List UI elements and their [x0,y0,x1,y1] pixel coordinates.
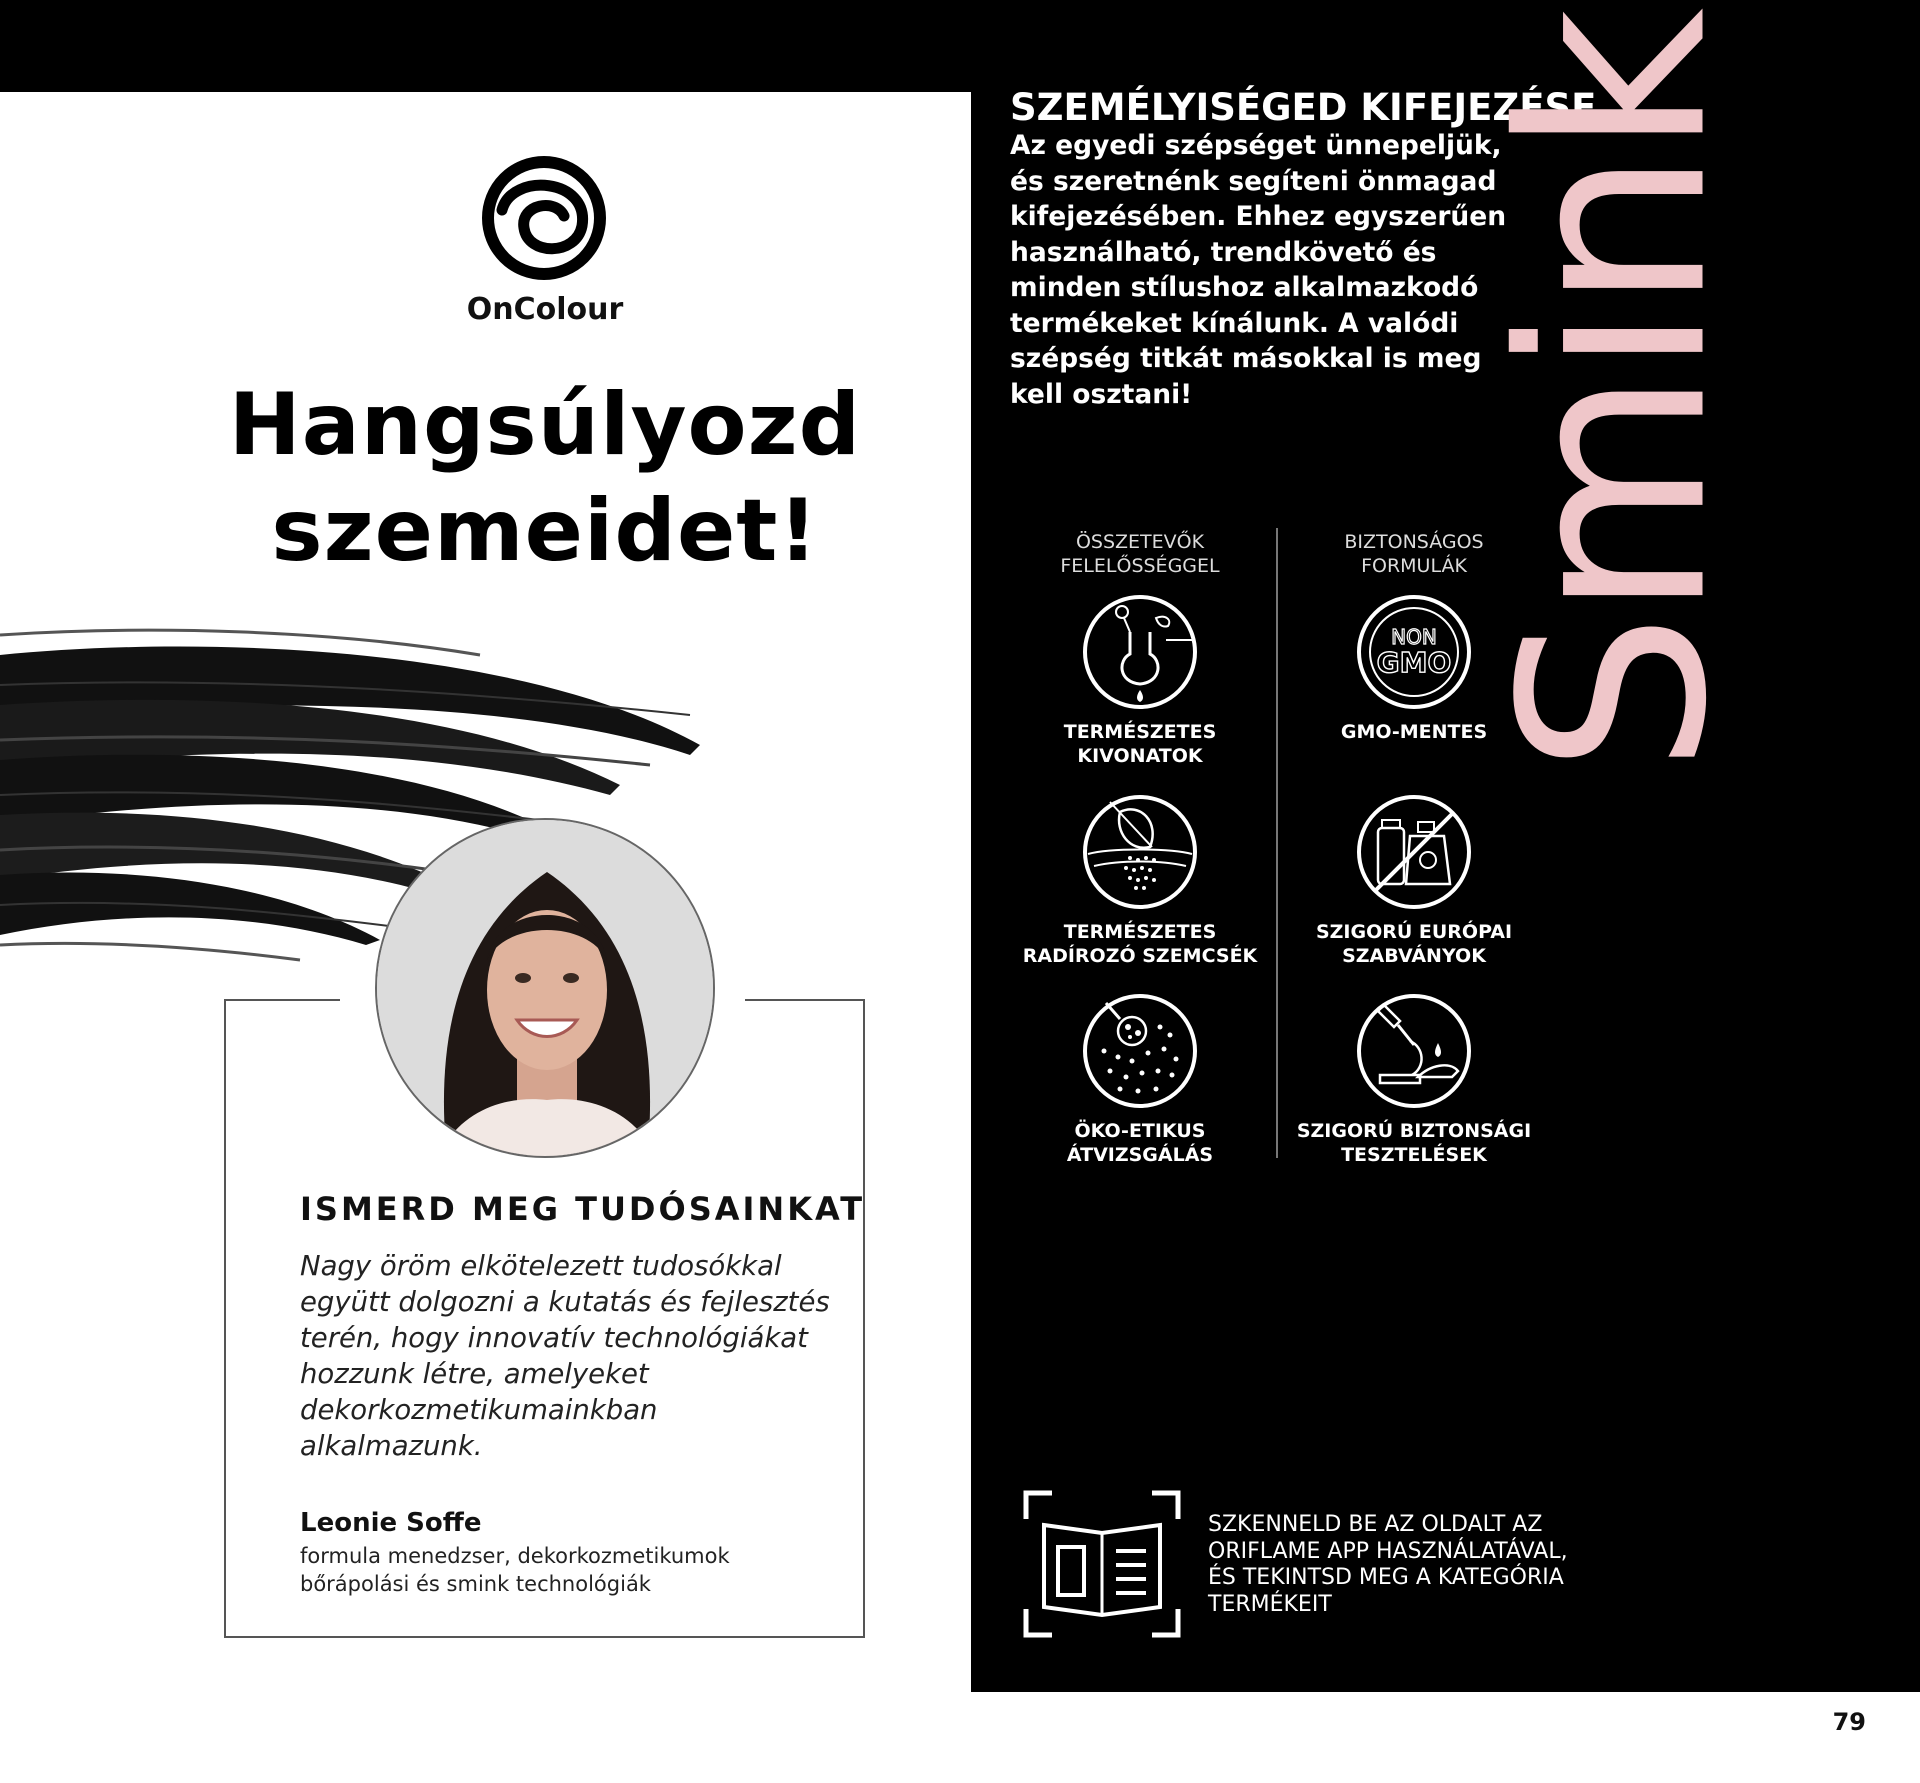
non-gmo-icon [1354,592,1474,712]
non-gmo-bottom-text: GMO [1376,646,1452,679]
feature-gmo-free [1279,592,1549,744]
feature-label: SZIGORÚ BIZTONSÁGI TESZTELÉSEK [1296,1120,1532,1166]
brand-name: OnColour [466,292,624,327]
feature-label: TERMÉSZETES KIVONATOK [1063,721,1217,767]
microorganisms-icon [1080,991,1200,1111]
scientist-role: formula menedzser, dekorkozmetikumok bőrápolási és smink technológiák [300,1544,730,1596]
scientist-name: Leonie Soffe [300,1508,482,1538]
feature-safety-testing [1279,991,1549,1167]
feature-label: ÖKO-ETIKUS ÁTVIZSGÁLÁS [1066,1120,1214,1166]
column-header-ingredients: ÖSSZETEVŐK FELELŐSSÉGGEL [1060,531,1220,577]
microscope-icon [1354,991,1474,1111]
page-number: 79 [1832,1708,1866,1736]
feature-label: TERMÉSZETES RADÍROZÓ SZEMCSÉK [1022,921,1258,967]
scientist-quote: Nagy öröm elkötelezett tudosókkal együtt dolgozni a kutatás és fejlesztés terén, hogy innovatív technológiákat hozzunk létre, amelyeket dekorkozmetikumainkban alkalmazunk. [300,1250,830,1462]
flask-flower-icon [1080,592,1200,712]
feature-eco-ethical [1005,991,1275,1167]
non-gmo-top-text: NON [1391,625,1437,649]
feature-label: SZIGORÚ EURÓPAI SZABVÁNYOK [1315,921,1513,967]
section-title: SZEMÉLYISÉGED KIFEJEZÉSE [1010,86,1597,129]
exfoliating-grains-icon [1080,792,1200,912]
feature-eu-standards [1279,792,1549,968]
no-chemicals-icon [1354,792,1474,912]
scientist-portrait [375,818,715,1158]
column-header-formulas: BIZTONSÁGOS FORMULÁK [1344,531,1484,577]
column-divider [1276,528,1278,1158]
feature-natural-exfoliants [1005,792,1275,968]
category-label-text: Smink [1466,13,1764,775]
section-body: Az egyedi szépséget ünnepeljük, és szeretnénk segíteni önmagad kifejezésében. Ehhez egyszerűen használható, trendkövető és minden stílushoz alkalmazkodó termékeket kínálunk. A valódi szépség titkát másokkal is meg kell osztani! [1010,130,1507,410]
feature-label: GMO-MENTES [1340,721,1488,743]
portrait-image [377,820,715,1158]
feature-natural-extracts [1005,592,1275,768]
page-headline: Hangsúlyozd szemeidet! [228,375,862,581]
scan-instruction: SZKENNELD BE AZ OLDALT AZ ORIFLAME APP HASZNÁLATÁVAL, ÉS TEKINTSD MEG A KATEGÓRIA TERMÉKEIT [1208,1512,1568,1617]
scan-page-icon[interactable] [1022,1489,1182,1639]
scientist-heading: ISMERD MEG TUDÓSAINKAT [300,1190,866,1228]
